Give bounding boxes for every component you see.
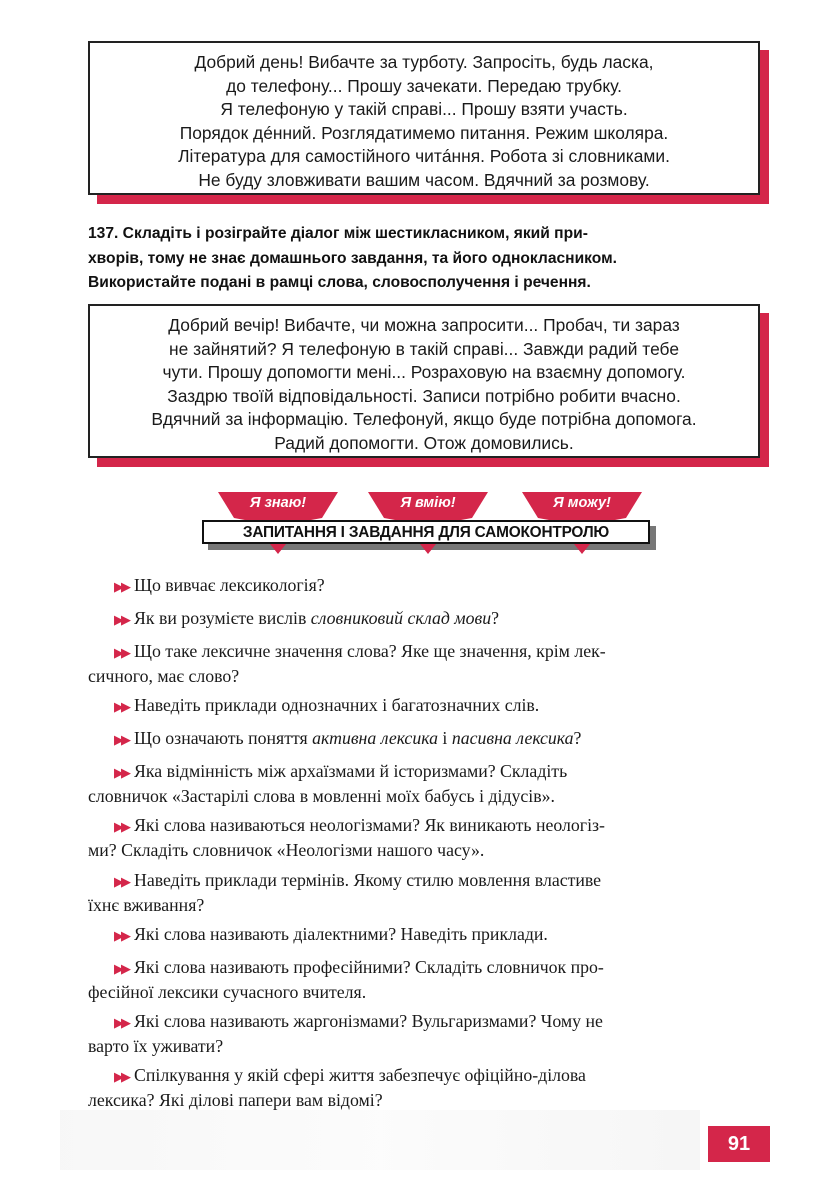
frame-line: Добрий день! Вибачте за турботу. Запросіть, будь ласка, <box>194 52 654 72</box>
question-text: фесійної лексики сучасного вчителя. <box>88 982 367 1002</box>
question-text: варто їх уживати? <box>88 1036 224 1056</box>
frame-line: Добрий вечір! Вибачте, чи можна запросити... Пробач, ти зараз <box>168 315 680 335</box>
double-arrow-icon: ▶▶ <box>114 580 128 595</box>
term: пасивна лексика <box>451 728 574 748</box>
double-arrow-icon: ▶▶ <box>114 1016 128 1031</box>
double-arrow-icon: ▶▶ <box>114 1070 128 1085</box>
frame-line: Заздрю твоїй відповідальності. Записи потрібно робити вчасно. <box>167 385 681 406</box>
question-text: Спілкування у якій сфері життя забезпечує офіційно-ділова <box>134 1065 586 1085</box>
double-arrow-icon: ▶▶ <box>114 820 128 835</box>
tag-label: Я знаю! <box>249 495 307 511</box>
question-text: сичного, має слово? <box>88 666 240 686</box>
list-item <box>88 869 778 917</box>
list-item <box>88 694 778 719</box>
list-item <box>88 607 778 632</box>
exercise-line: 137. Складіть і розіграйте діалог між шестикласником, який при- <box>88 225 588 242</box>
question-text: словничок «Застарілі слова в мовленні моїх бабусь і дідусів». <box>88 786 555 806</box>
double-arrow-icon: ▶▶ <box>114 766 128 781</box>
list-item <box>88 640 778 688</box>
triangle-marker <box>270 544 286 554</box>
question-text: Як ви розумієте вислів <box>134 608 311 628</box>
frame-line: Порядок дéнний. Розглядатимемо питання. Режим школяра. <box>179 122 669 143</box>
question-text: Які слова називаються неологізмами? Як виникають неологіз- <box>134 815 605 835</box>
question-text: Яка відмінність між архаїзмами й історизмами? Складіть <box>134 761 568 781</box>
list-item <box>88 1064 778 1112</box>
question-text: Які слова називають професійними? Складіть словничок про- <box>134 957 604 977</box>
double-arrow-icon: ▶▶ <box>114 929 128 944</box>
exercise-line: хворів, тому не знає домашнього завдання, та його однокласником. <box>88 249 617 267</box>
term: активна лексика <box>312 728 438 748</box>
frame-line: Радий допомогти. Отож домовились. <box>274 432 574 453</box>
frame-line: Вдячний за інформацію. Телефонуй, якщо буде потрібна допомога. <box>151 409 697 429</box>
question-text: і <box>437 728 452 748</box>
list-item <box>88 1010 778 1058</box>
term: словниковий склад мови <box>310 608 492 628</box>
double-arrow-icon: ▶▶ <box>114 700 128 715</box>
tag-label: Я можу! <box>553 495 611 511</box>
list-item <box>88 574 778 599</box>
question-text: Які слова називають діалектними? Наведіть приклади. <box>134 924 548 944</box>
phrases-frame-2 <box>88 304 760 458</box>
question-text: ми? Складіть словничок «Неологізми нашого часу». <box>88 840 485 860</box>
question-text: їхнє вживання? <box>88 895 205 915</box>
double-arrow-icon: ▶▶ <box>114 733 128 748</box>
exercise-137 <box>88 222 778 296</box>
double-arrow-icon: ▶▶ <box>114 613 128 628</box>
frame-line: Я телефоную у такій справі... Прошу взяти участь. <box>220 99 628 119</box>
frame-line: не зайнятий? Я телефоную в такій справі... Завжди радий тебе <box>168 338 679 359</box>
list-item <box>88 956 778 1004</box>
list-item <box>88 760 778 808</box>
frame-line: чути. Прошу допомогти мені... Розраховую на взаємну допомогу. <box>162 362 686 382</box>
question-text: Які слова називають жаргонізмами? Вульгаризмами? Чому не <box>134 1011 603 1031</box>
exercise-line: Використайте подані в рамці слова, словосполучення і речення. <box>88 274 591 291</box>
question-text: Наведіть приклади однозначних і багатозначних слів. <box>134 695 540 715</box>
self-check-banner <box>190 492 670 562</box>
question-text: Наведіть приклади термінів. Якому стилю мовлення властиве <box>134 870 602 890</box>
list-item <box>88 923 778 948</box>
question-text: Що вивчає лексикологія? <box>134 575 325 595</box>
frame-line: Не буду зловживати вашим часом. Вдячний за розмову. <box>198 169 650 190</box>
triangle-marker <box>420 544 436 554</box>
question-text: ? <box>491 608 500 628</box>
phrases-frame-1 <box>88 41 760 195</box>
question-text: лексика? Які ділові папери вам відомі? <box>88 1090 383 1110</box>
page-footer-shade <box>60 1110 700 1170</box>
double-arrow-icon: ▶▶ <box>114 875 128 890</box>
list-item <box>88 727 778 752</box>
list-item <box>88 814 778 862</box>
double-arrow-icon: ▶▶ <box>114 646 128 661</box>
double-arrow-icon: ▶▶ <box>114 962 128 977</box>
question-text: Що таке лексичне значення слова? Яке ще значення, крім лек- <box>134 641 606 661</box>
tag-label: Я вмію! <box>400 495 456 511</box>
frame-line: Література для самостійного читáння. Робота зі словниками. <box>178 146 670 166</box>
question-text: ? <box>573 728 582 748</box>
triangle-marker <box>574 544 590 554</box>
question-text: Що означають поняття <box>134 728 313 748</box>
section-heading: ЗАПИТАННЯ І ЗАВДАННЯ ДЛЯ САМОКОНТРОЛЮ <box>202 520 650 544</box>
page-number: 91 <box>708 1126 770 1162</box>
frame-line: до телефону... Прошу зачекати. Передаю трубку. <box>226 75 622 96</box>
